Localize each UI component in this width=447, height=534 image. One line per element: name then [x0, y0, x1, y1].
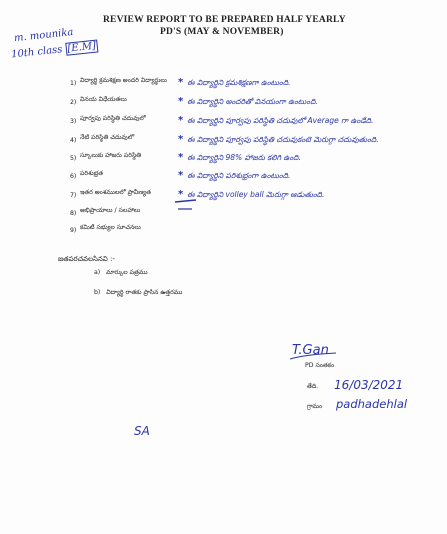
item-star-mark: * [178, 152, 184, 163]
item-label: నేటి పరిస్థితి చదువులో [80, 134, 135, 141]
student-medium: E.M [70, 41, 93, 55]
item-number: 5) [70, 155, 77, 162]
item-number: 1) [70, 80, 77, 87]
student-name: m. mounika [13, 26, 74, 45]
item-number: 2) [70, 99, 77, 106]
student-medium-box: [E.M] [65, 39, 99, 55]
item-answer: ఈ విద్యార్థిని పూర్వపు పరిస్థితి చదువులో Average గా ఉండేది. [187, 116, 374, 125]
report-title-line2: PD'S (MAY & NOVEMBER) [160, 27, 284, 37]
attachment-a-label: a) [94, 269, 101, 276]
attachment-b-label: b) [94, 289, 101, 296]
item-number: 4) [70, 137, 77, 144]
item-number: 8) [70, 210, 77, 217]
bottom-initials: SA [134, 424, 150, 438]
attachments-heading: జతపరచవలసినవి :- [58, 255, 115, 263]
item-star-mark: * [178, 189, 184, 200]
item-label: విద్యార్థి క్రమశిక్షణ అందరి విద్యార్థులు [80, 77, 167, 84]
attachment-a-text: మార్కుల పత్రము [106, 269, 148, 276]
item-answer: ఈ విద్యార్థిని అందరితో వినయంగా ఉంటుంది. [187, 97, 318, 106]
date-value: 16/03/2021 [334, 378, 404, 392]
attachment-b-text: విద్యార్థి రాతకు ప్రాసిన ఉత్తరము [106, 289, 183, 296]
item-number: 6) [70, 173, 77, 180]
item-star-mark: * [178, 170, 184, 181]
item-label: వినయ విధేయతలు [80, 96, 127, 103]
item-star-mark: * [178, 115, 184, 126]
item-number: 3) [70, 118, 77, 125]
item-label: అభిప్రాయాలు / సలహాలు [80, 207, 141, 214]
item-number: 7) [70, 192, 77, 199]
item-label: ఇతర అంశములలో ప్రావీణ్యత [80, 189, 151, 196]
item-star-mark: * [178, 77, 184, 88]
item-answer: ఈ విద్యార్థిని క్రమశిక్షణగా ఉంటుంది. [187, 78, 291, 87]
item-number: 9) [70, 227, 77, 234]
pd-signature-label: PD సంతకం [305, 362, 335, 369]
item-label: స్కూలుకు హాజరు పరిస్థితి [80, 152, 142, 159]
item-star-mark: * [178, 96, 184, 107]
item-label: కమిటీ సభ్యుల సూచనలు [80, 224, 141, 231]
report-title-line1: REVIEW REPORT TO BE PREPARED HALF YEARLY [103, 15, 346, 25]
item-answer: ఈ విద్యార్థిని 98% హాజరు కలిగి ఉంది. [187, 153, 301, 162]
item-answer: ఈ విద్యార్థిని volley ball మెరుగ్గా ఆడుతుంది. [187, 190, 325, 199]
item-answer: ఈ విద్యార్థిని పరిశుభ్రంగా ఉంటుంది. [187, 171, 291, 180]
pd-signature: T.Gan [292, 343, 329, 358]
date-label: తేది. [307, 383, 319, 390]
student-class-prefix: 10th class [10, 44, 63, 61]
item-label: పూర్వపు పరిస్థితి చదువులో [80, 115, 146, 122]
item-label: పరిశుభ్రత [80, 170, 104, 177]
village-value: padhadehlal [336, 397, 408, 411]
item-star-mark: * [178, 134, 184, 145]
item-answer: ఈ విద్యార్థిని పూర్వపు పరిస్థితి చదువుకంటె మెరుగ్గా చదువుతుంది. [187, 135, 379, 144]
village-label: గ్రామం [307, 403, 323, 410]
